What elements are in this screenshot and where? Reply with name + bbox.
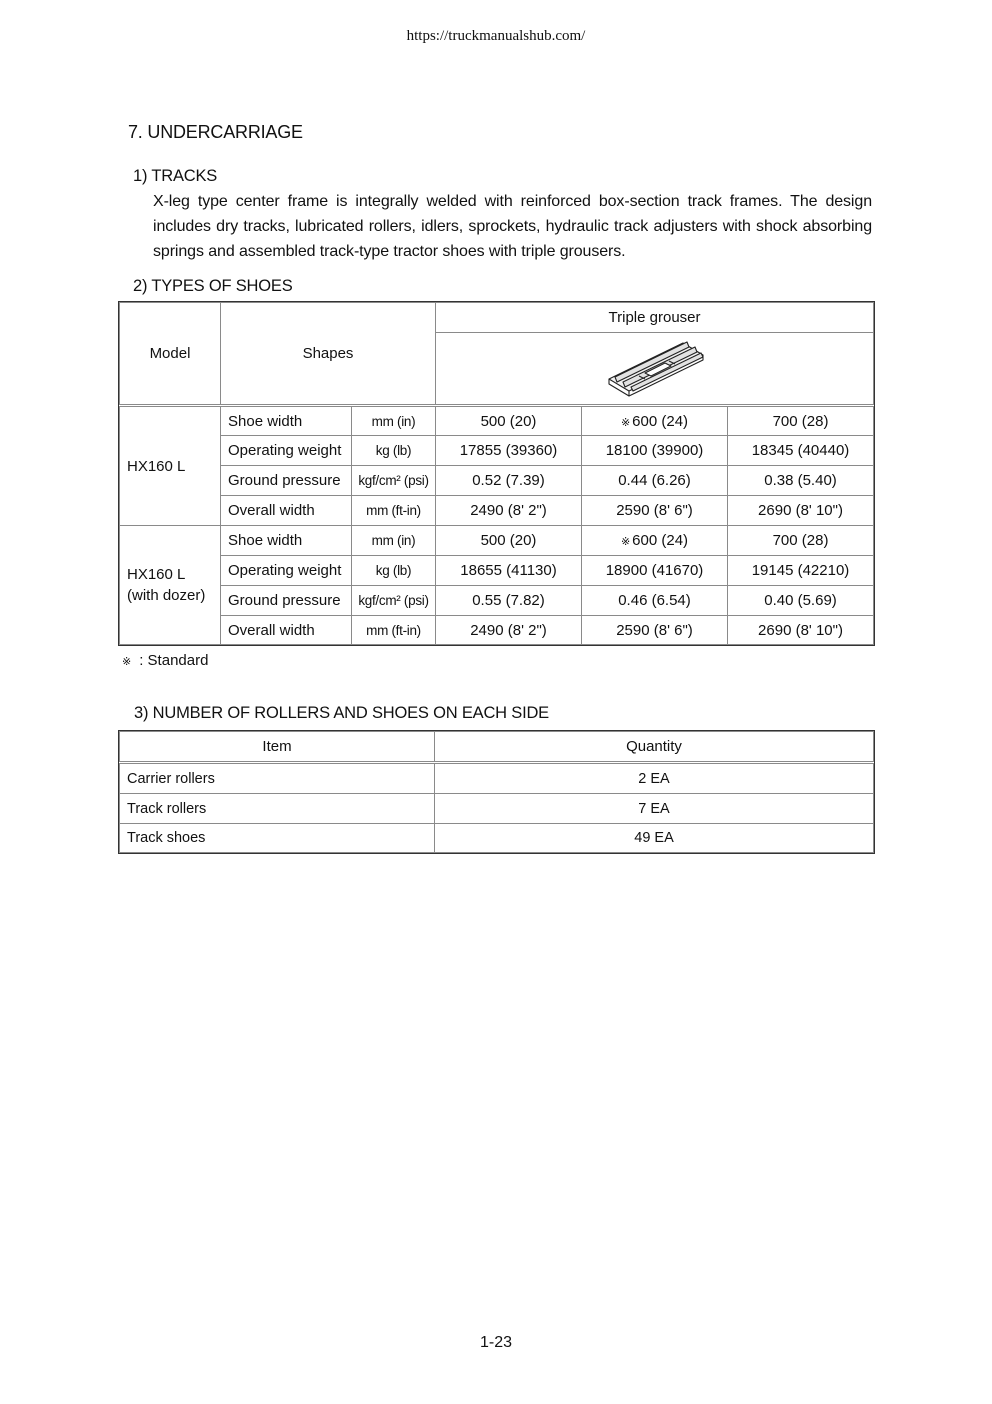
row-label: Ground pressure [221,466,352,496]
shoes-heading: 2) TYPES OF SHOES [133,277,293,295]
value-cell: 17855 (39360) [436,436,582,466]
table-row [120,496,874,526]
row-label: Shoe width [221,526,352,556]
table-row [120,436,874,466]
page-number: 1-23 [479,1334,513,1351]
row-unit: mm (ft-in) [352,496,436,526]
value-cell: 2590 (8' 6") [582,616,728,645]
value-cell: 2690 (8' 10") [728,616,874,645]
value-cell: 0.46 (6.54) [582,586,728,616]
table-row [120,526,874,556]
item-header: Item [120,732,435,763]
row-label: Operating weight [221,436,352,466]
standard-note [122,652,208,669]
table-row [120,556,874,586]
value-cell: 700 (28) [728,526,874,556]
quantity-cell: 2 EA [435,763,874,794]
shoe-shape-cell [436,333,874,406]
value-cell: 0.44 (6.26) [582,466,728,496]
value-cell: 2590 (8' 6") [582,496,728,526]
value-cell: 18345 (40440) [728,436,874,466]
shoe-type-header: Triple grouser [436,303,874,333]
value-cell: 500 (20) [436,406,582,436]
value-cell: 500 (20) [436,526,582,556]
row-label: Overall width [221,496,352,526]
value-cell: 18655 (41130) [436,556,582,586]
tracks-description: X-leg type center frame is integrally welded with reinforced box-section track frames. The design includes dry tracks, lubricated rollers, idlers, sprockets, hydraulic track adjusters with shock absorbing springs and assembled track-type tractor shoes with triple grousers. [153,193,872,260]
table-header-row [120,732,874,763]
standard-mark: ※ [620,416,631,429]
source-url[interactable]: https://truckmanualshub.com/ [406,28,586,44]
shapes-header: Shapes [221,303,436,406]
table-row [120,824,874,853]
quantity-header: Quantity [435,732,874,763]
model-name: HX160 L [120,406,221,526]
table-row [120,406,874,436]
row-label: Shoe width [221,406,352,436]
item-cell: Track rollers [120,794,435,824]
row-unit: kg (lb) [352,436,436,466]
item-cell: Track shoes [120,824,435,853]
row-label: Overall width [221,616,352,645]
value-cell: 2690 (8' 10") [728,496,874,526]
row-unit: kg (lb) [352,556,436,586]
row-label: Operating weight [221,556,352,586]
rollers-table [119,731,874,853]
table-row [120,616,874,645]
row-unit: mm (in) [352,406,436,436]
row-unit: mm (ft-in) [352,616,436,645]
note-text: : Standard [139,652,209,669]
note-mark: ※ [122,656,132,668]
value-cell: 0.55 (7.82) [436,586,582,616]
value-cell: 700 (28) [728,406,874,436]
value-cell: 2490 (8' 2") [436,496,582,526]
value-cell: 18900 (41670) [582,556,728,586]
rollers-heading: 3) NUMBER OF ROLLERS AND SHOES ON EACH SIDE [134,704,549,722]
value-cell: 18100 (39900) [582,436,728,466]
table-row [120,466,874,496]
row-unit: kgf/cm² (psi) [352,586,436,616]
quantity-cell: 7 EA [435,794,874,824]
value-cell-standard: ※ 600 (24) [582,526,728,556]
model-name: HX160 L (with dozer) [120,526,221,645]
value-cell: 2490 (8' 2") [436,616,582,645]
triple-grouser-shoe-icon [603,335,707,399]
row-unit: kgf/cm² (psi) [352,466,436,496]
table-row [120,794,874,824]
table-row [120,586,874,616]
value-cell: 0.52 (7.39) [436,466,582,496]
row-label: Ground pressure [221,586,352,616]
section-title: 7. UNDERCARRIAGE [128,122,303,142]
value-cell: 0.38 (5.40) [728,466,874,496]
value-cell: 19145 (42210) [728,556,874,586]
value-cell: 0.40 (5.69) [728,586,874,616]
table-row [120,763,874,794]
model-header: Model [120,303,221,406]
shoes-table [119,302,874,645]
tracks-heading: 1) TRACKS [133,167,218,185]
value-cell-standard: ※ 600 (24) [582,406,728,436]
item-cell: Carrier rollers [120,763,435,794]
row-unit: mm (in) [352,526,436,556]
standard-mark: ※ [620,536,631,548]
quantity-cell: 49 EA [435,824,874,853]
